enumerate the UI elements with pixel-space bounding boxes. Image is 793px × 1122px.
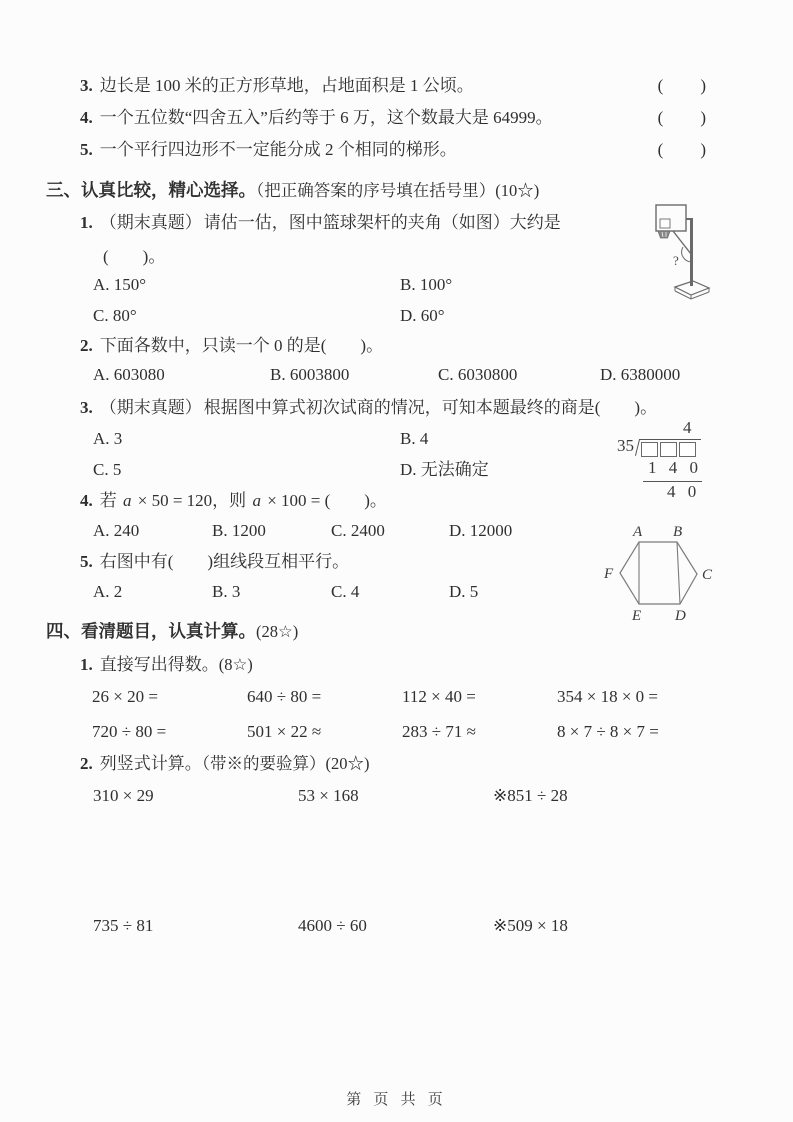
basketball-stand-drawing <box>646 196 738 314</box>
dividend-box <box>679 442 696 457</box>
question-number: 4. <box>80 491 93 510</box>
vertex-label-a: A <box>633 524 643 540</box>
section4-score: (28☆) <box>256 622 299 641</box>
s3-q3-options-row2 <box>46 458 707 482</box>
calc-expression: ※509 × 18 <box>493 916 568 935</box>
question-number: 2. <box>80 336 93 355</box>
tf-item-3 <box>46 74 707 98</box>
calc-expression: 8 × 7 ÷ 8 × 7 = <box>557 722 659 741</box>
vertex-label-e: E <box>632 608 642 624</box>
item-text: 边长是 100 米的正方形草地，占地面积是 1 公顷。 <box>99 76 474 95</box>
option-b: B. 1200 <box>212 521 266 540</box>
dividend-box <box>641 442 658 457</box>
s3-q3-options-row1 <box>46 427 707 451</box>
question-tag: （期末真题） <box>99 398 202 417</box>
answer-blank: ( ) <box>657 140 707 159</box>
division-quotient: 4 <box>683 418 692 437</box>
division-overline <box>639 439 701 440</box>
option-d: D. 6380000 <box>600 365 681 384</box>
question-text-part: × 50 = 120，则 <box>133 491 251 510</box>
hexagon-drawing <box>601 522 719 636</box>
option-c: C. 6030800 <box>438 365 518 384</box>
item-text: 一个平行四边形不一定能分成 2 个相同的梯形。 <box>99 140 457 159</box>
question-text: 直接写出得数。 <box>99 655 219 674</box>
option-d: D. 无法确定 <box>400 460 489 479</box>
division-figure <box>612 420 714 506</box>
s3-q2-text <box>46 334 707 358</box>
option-b: B. 100° <box>400 275 453 294</box>
calc-expression: 720 ÷ 80 = <box>92 722 167 741</box>
option-c: C. 5 <box>93 460 122 479</box>
calc-expression: 26 × 20 = <box>92 687 158 706</box>
option-d: D. 12000 <box>449 521 513 540</box>
variable-a: a <box>123 491 132 510</box>
s3-q1-options-row1 <box>46 273 707 297</box>
answer-blank: ( ) <box>657 108 707 127</box>
option-c: C. 80° <box>93 306 137 325</box>
s3-q1-options-row2 <box>46 304 707 328</box>
tf-item-5 <box>46 138 707 162</box>
option-a: A. 240 <box>93 521 140 540</box>
tf-item-4 <box>46 106 707 130</box>
question-number: 1. <box>80 213 93 232</box>
vertical-calc-row1 <box>46 784 707 808</box>
vertex-label-b: B <box>673 524 683 540</box>
s4-q2-text <box>46 752 707 776</box>
option-b: B. 4 <box>400 429 429 448</box>
calc-expression: 283 ÷ 71 ≈ <box>402 722 476 741</box>
s3-q1-blank <box>46 245 707 269</box>
calc-expression: 501 × 22 ≈ <box>247 722 322 741</box>
division-bracket <box>635 439 640 456</box>
answer-blank: ( )。 <box>103 247 166 266</box>
vertex-label-d: D <box>675 608 686 624</box>
option-b: B. 6003800 <box>270 365 350 384</box>
question-text: 根据图中算式初次试商的情况，可知本题最终的商是( )。 <box>203 398 658 417</box>
s4-q1-text <box>46 653 707 677</box>
option-a: A. 2 <box>93 582 123 601</box>
question-number: 5. <box>80 552 93 571</box>
calc-expression: 4600 ÷ 60 <box>298 916 367 935</box>
s3-q1-text <box>46 211 707 235</box>
vertex-label-c: C <box>702 567 713 583</box>
item-number: 3. <box>80 76 93 95</box>
question-number: 3. <box>80 398 93 417</box>
question-score: (8☆) <box>218 655 253 674</box>
item-number: 4. <box>80 108 93 127</box>
option-b: B. 3 <box>212 582 241 601</box>
answer-blank: ( ) <box>657 76 707 95</box>
s3-q2-options <box>46 363 707 387</box>
question-number: 1. <box>80 655 93 674</box>
calc-expression: 354 × 18 × 0 = <box>557 687 659 706</box>
angle-question-mark: ? <box>673 253 679 268</box>
question-text: 请估一估，图中篮球架杆的夹角（如图）大约是 <box>203 213 561 232</box>
true-false-items <box>46 74 707 162</box>
calc-expression: ※851 ÷ 28 <box>493 786 568 805</box>
section3-title: 三、认真比较，精心选择。 <box>46 180 256 200</box>
question-text-part: 若 <box>99 491 121 510</box>
variable-a: a <box>252 491 261 510</box>
question-tag: （期末真题） <box>99 213 202 232</box>
hexagon-figure <box>601 522 719 636</box>
basketball-stand-figure <box>646 196 738 314</box>
division-divisor: 35 <box>617 436 634 455</box>
option-c: C. 2400 <box>331 521 385 540</box>
question-text: 列竖式计算。 <box>99 754 202 773</box>
question-text: 下面各数中，只读一个 0 的是( )。 <box>99 336 384 355</box>
calc-expression: 310 × 29 <box>93 786 154 805</box>
calc-expression: 53 × 168 <box>298 786 359 805</box>
option-d: D. 5 <box>449 582 479 601</box>
vertex-label-f: F <box>604 566 614 582</box>
s3-q4-text <box>46 489 707 513</box>
vertical-calc-row2 <box>46 914 707 938</box>
option-a: A. 603080 <box>93 365 165 384</box>
question-text-part: × 100 = ( )。 <box>262 491 387 510</box>
option-c: C. 4 <box>331 582 360 601</box>
division-remainder: 4 0 <box>667 482 701 501</box>
item-text: 一个五位数“四舍五入”后约等于 6 万，这个数最大是 64999。 <box>99 108 553 127</box>
dividend-box <box>660 442 677 457</box>
s3-q3-text <box>46 396 707 420</box>
option-a: A. 3 <box>93 429 123 448</box>
option-a: A. 150° <box>93 275 147 294</box>
question-text: 右图中有( )组线段互相平行。 <box>99 552 350 571</box>
section3-note: （把正确答案的序号填在括号里） <box>256 181 496 200</box>
calc-expression: 640 ÷ 80 = <box>247 687 322 706</box>
item-number: 5. <box>80 140 93 159</box>
section3-header <box>46 178 707 203</box>
question-score: (20☆) <box>325 754 370 773</box>
division-partial-product: 1 4 0 <box>648 458 702 477</box>
calc-expression: 735 ÷ 81 <box>93 916 154 935</box>
question-number: 2. <box>80 754 93 773</box>
option-d: D. 60° <box>400 306 445 325</box>
calc-expression: 112 × 40 = <box>402 687 476 706</box>
page-footer: 第 页 共 页 <box>346 1091 447 1108</box>
mental-calc-row1 <box>46 685 707 709</box>
mental-calc-row2 <box>46 720 707 744</box>
question-note: （带※的要验算） <box>201 754 326 773</box>
section3-score: (10☆) <box>495 181 540 200</box>
section4-title: 四、看清题目，认真计算。 <box>46 621 256 641</box>
